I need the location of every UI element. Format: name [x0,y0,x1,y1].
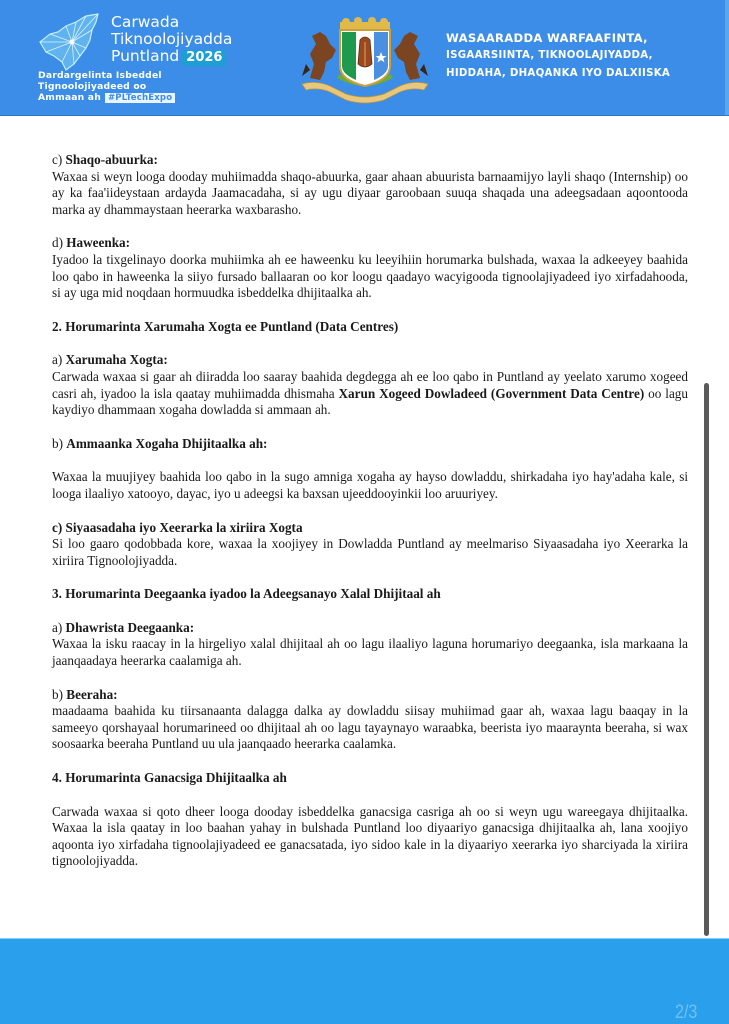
subsection-heading-text: Dhawrista Deegaanka: [65,619,195,635]
subsection-heading-text: Beeraha: [66,686,118,702]
ministry-line: ISGAARSIINTA, TIKNOOLAJIYADDA, [446,50,653,61]
paragraph: Carwada waxaa si qoto dheer looga dooday isbeddelka ganacsiga casriga ah oo si weyn ugu wareegaya dhijitaalka. Waxaa la isla qaatay in loo baahan yahay in bulshada Puntland loo diyaariyo ganacsiga dhijitaalka ah, lana xoojiyo aqoonta iyo xirfadaha tignoolajiyadeed ee ganacsatada, iyo sidoo kale in la diyaariyo xeerarka iyo sharciyada la xiriira tignoolojiyadda. [52,803,688,869]
paragraph: Waxaa la muujiyey baahida loo qabo in la sugo amniga xogaha ay hayso dowladdu, shirkadaha iyo hay'adaha kale, si looga ilaaliyo xatooyo, dayac, iyo u adeegsi ka baxsan ujeeddooyinkii loo aruuriyey. [52,469,688,501]
subsection-letter: c) [52,152,66,167]
tagline-line: Dardargelinta Isbeddel [38,70,162,81]
expo-title-line: Puntland [111,47,180,65]
expo-title-line: Carwada [111,13,180,31]
paragraph: Iyadoo la tixgelinayo doorka muhiimka ah ee haweenku ku leeyihiin horumarka bulshada, waxaa la adkeeyey baahida loo qabo in haweenka la siiyo fursado ballaaran oo kor loogu qaadayo wacyigooda tignoolajiyadeed iyo xirfadahooda, si ay uga mid noqdaan hormuudka isbeddelka dhijitaalka ah. [52,251,688,301]
document-footer [0,938,729,1024]
coat-of-arms-emblem-icon [296,14,434,104]
subsection-letter: d) [52,235,67,251]
hashtag-badge: #PLTechExpo [105,93,175,103]
subsection-xarumaha-xogta [52,352,688,418]
subsection-heading-text: Haweenka: [66,235,131,251]
paragraph [52,369,688,419]
subsection-letter: b) [52,435,67,451]
ministry-line: HIDDAHA, DHAQANKA IYO DALXIISKA [446,68,671,79]
document-header [0,0,729,116]
subsection-heading [52,620,688,637]
subsection-siyaasadaha [52,520,688,570]
subsection-dhawrista-deegaanka [52,620,688,670]
paragraph-emphasis: Xarun Xogeed Dowladeed (Government Data Centre) [338,385,645,401]
puntland-map-icon [36,12,108,74]
subsection-heading [52,352,688,369]
tech-expo-logo [36,12,276,107]
page-indicator: 2/3 [674,1002,697,1023]
subsection-shaqo-abuurka [52,152,688,218]
subsection-heading-text: Shaqo-abuurka: [65,152,158,167]
subsection-heading-text: c) Siyaasadaha iyo Xeerarka la xiriira Xogta [52,519,303,535]
subsection-letter: a) [52,352,66,368]
tagline-line: Tignoolojiyadeed oo [38,81,147,92]
subsection-heading [52,235,688,252]
paragraph: Waxaa si weyn looga dooday muhiimadda shaqo-abuurka, gaar ahaan abuurista barnaamijyo layli shaqo (Internship) oo ay ka faa'iideystaan ardayda Jaamacadaha, si ay ugu diyaar garoobaan suuqa shaqada una adeegsadaan aqoontooda marka ay dhammaystaan heerarka waxbarasho. [52,168,688,217]
section-title: 2. Horumarinta Xarumaha Xogta ee Puntland (Data Centres) [52,318,399,334]
expo-title [111,14,232,66]
ministry-name [446,29,670,83]
subsection-ammaanka-xogaha [52,436,688,503]
subsection-heading [52,687,688,704]
subsection-letter: b) [52,686,67,702]
subsection-heading [52,152,688,169]
paragraph: maadaama baahida ku tiirsanaanta dalagga dalka ay dowladdu siisay muhiimad gaar ah, waxaa lagu baaqay in la sameeyo qorshayaal horumarineed oo dhijitaal ah oo lagu tayaynayo waraabka, beerista iyo maaraynta beeraha, si wax soosaarka beeraha Puntland uu ula jaanqaado heerarka caalamka. [52,703,688,752]
expo-year-badge: 2026 [182,50,226,66]
subsection-heading-text: Xarumaha Xogta: [65,352,168,368]
subsection-haweenka [52,235,688,301]
subsection-heading [52,436,688,453]
document-body [52,152,688,870]
section-title: 3. Horumarinta Deegaanka iyadoo la Adeegsanayo Xalal Dhijitaal ah [52,586,441,602]
paragraph-text: oo lagu kaydiyo dhammaan xogaha dowladda si ammaan ah. [52,385,688,418]
tagline-line: Ammaan ah [38,92,101,103]
paragraph-text: Carwada waxaa si gaar ah diiradda loo saaray baahida degdegga ah ee loo qabo in Puntland ay yeelato xarumo xogeed casri ah, iyadoo la isla qaatay muhiimadda dhismaha [52,368,688,401]
ministry-line: WASAARADDA WARFAAFINTA, [446,31,648,45]
subsection-heading-text: Ammaanka Xogaha Dhijitaalka ah: [66,435,268,451]
vertical-scrollbar[interactable] [704,383,709,936]
expo-tagline [38,70,175,103]
paragraph: Si loo gaaro qodobbada kore, waxaa la xoojiyey in Dowladda Puntland ay meelmariso Siyaasadaha iyo Xeerarka la xiriira Tignoolojiyadda. [52,536,688,568]
expo-title-line: Tiknoolojiyadda [111,30,233,48]
paragraph: Waxaa la isku raacay in la hirgeliyo xalal dhijitaal ah oo lagu ilaaliyo laguna horumariyo deegaanka, isla markaana la jaanqaadaya heerarka caalamiga ah. [52,636,688,669]
section-title: 4. Horumarinta Ganacsiga Dhijitaalka ah [52,770,287,786]
subsection-heading [52,520,688,537]
subsection-beeraha [52,687,688,753]
subsection-letter: a) [52,619,66,635]
